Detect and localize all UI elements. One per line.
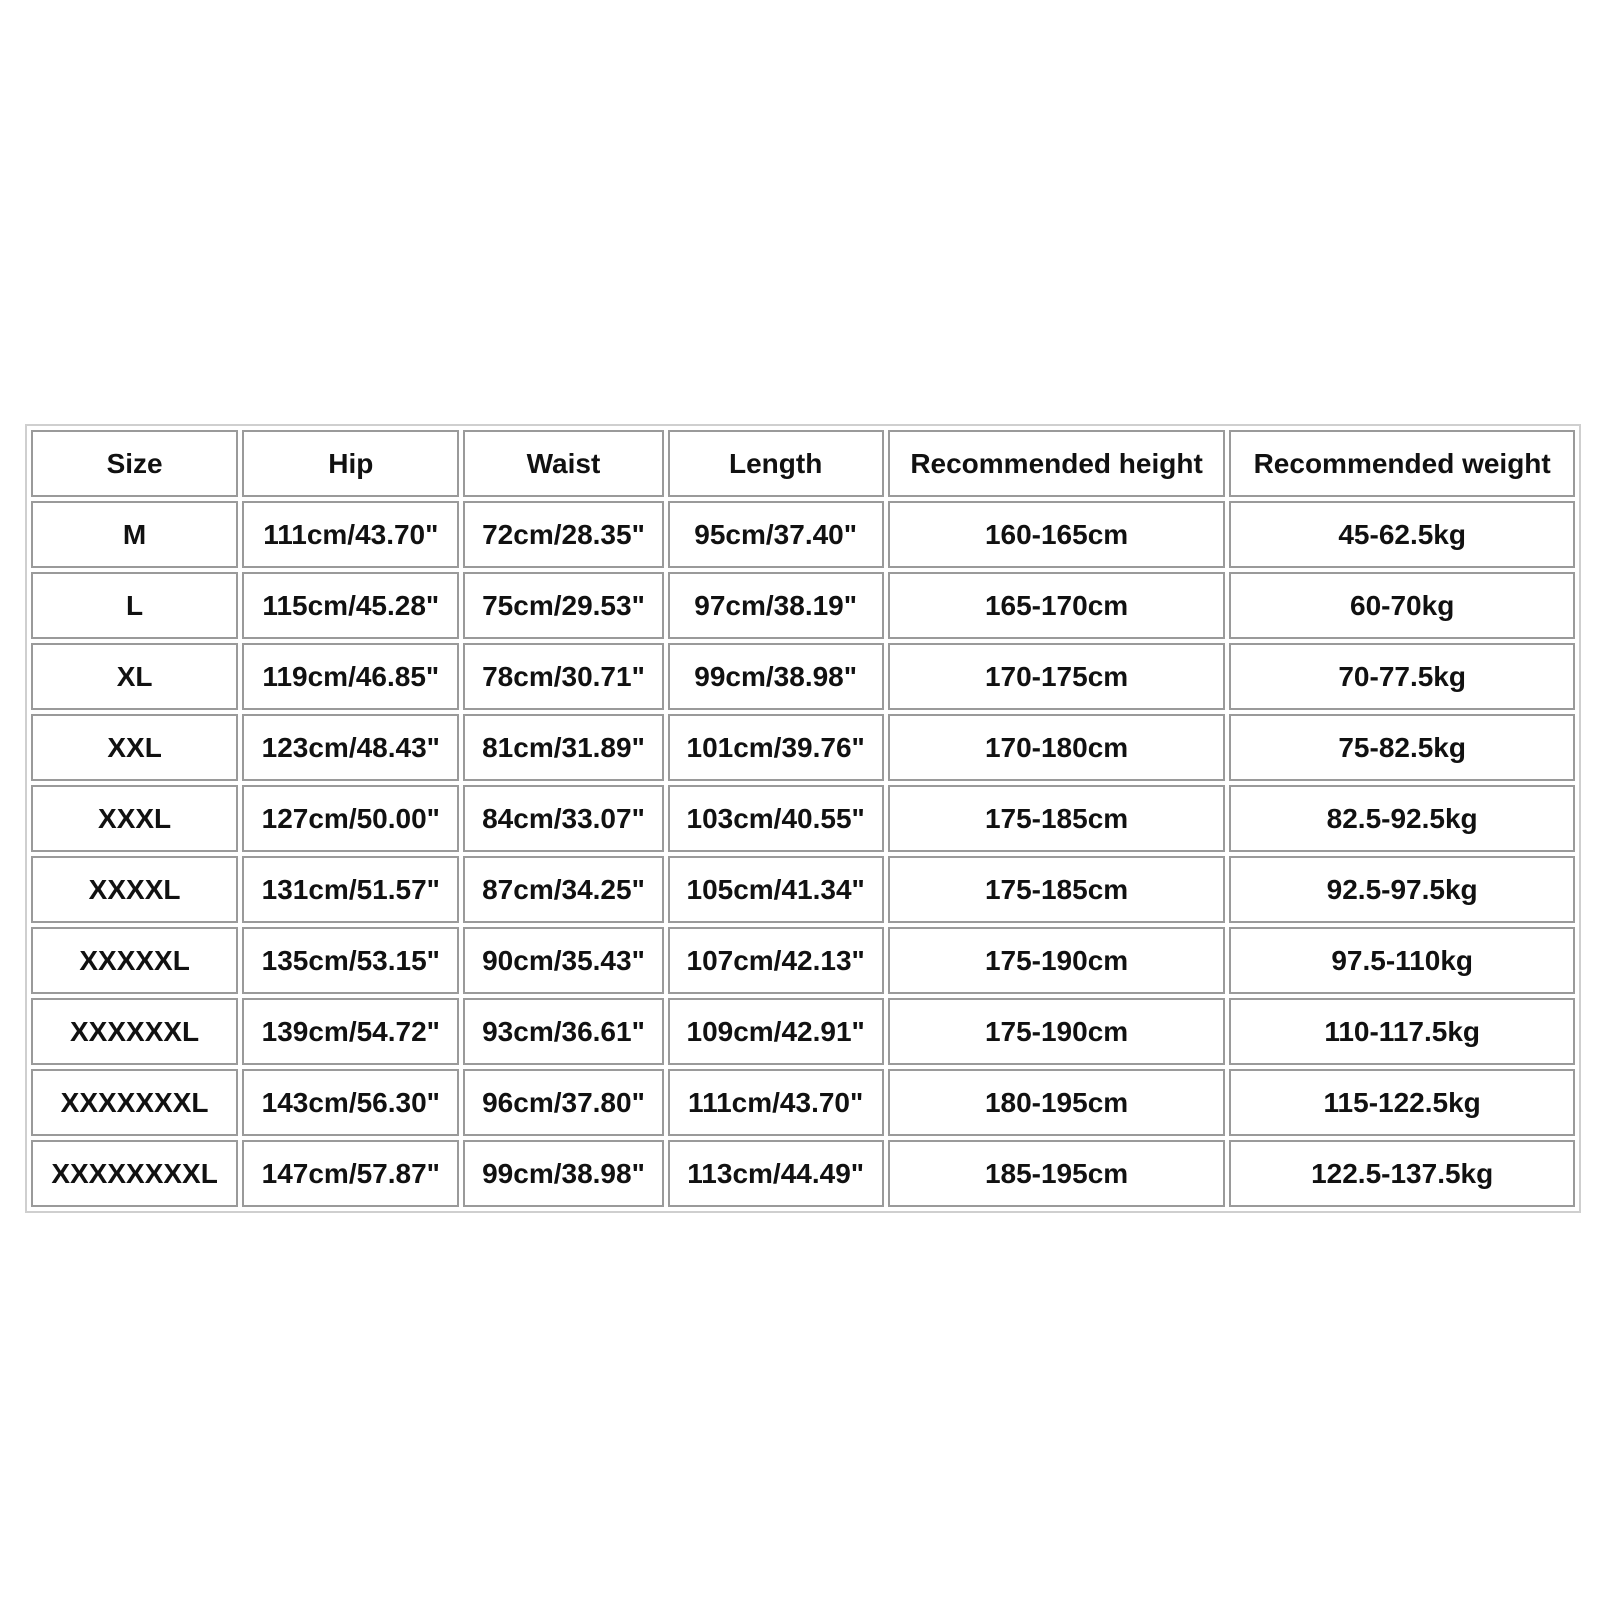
length-cell: 103cm/40.55": [668, 785, 884, 852]
hip-cell: 119cm/46.85": [242, 643, 459, 710]
height-cell: 170-175cm: [888, 643, 1226, 710]
hip-cell: 111cm/43.70": [242, 501, 459, 568]
weight-cell: 60-70kg: [1229, 572, 1575, 639]
length-cell: 107cm/42.13": [668, 927, 884, 994]
waist-cell: 78cm/30.71": [463, 643, 663, 710]
size-cell: XXXL: [31, 785, 238, 852]
size-chart-table: [25, 424, 1581, 1213]
length-cell: 101cm/39.76": [668, 714, 884, 781]
table-row: [31, 714, 1575, 781]
length-cell: 113cm/44.49": [668, 1140, 884, 1207]
weight-cell: 115-122.5kg: [1229, 1069, 1575, 1136]
header-hip: Hip: [242, 430, 459, 497]
header-row: [31, 430, 1575, 497]
length-cell: 109cm/42.91": [668, 998, 884, 1065]
table-row: [31, 998, 1575, 1065]
height-cell: 165-170cm: [888, 572, 1226, 639]
size-cell: XXXXXXXXL: [31, 1140, 238, 1207]
height-cell: 180-195cm: [888, 1069, 1226, 1136]
header-recommended-height: Recommended height: [888, 430, 1226, 497]
size-cell: XXXXXL: [31, 927, 238, 994]
size-cell: XXXXL: [31, 856, 238, 923]
height-cell: 175-190cm: [888, 927, 1226, 994]
waist-cell: 99cm/38.98": [463, 1140, 663, 1207]
size-cell: M: [31, 501, 238, 568]
weight-cell: 75-82.5kg: [1229, 714, 1575, 781]
weight-cell: 97.5-110kg: [1229, 927, 1575, 994]
waist-cell: 75cm/29.53": [463, 572, 663, 639]
length-cell: 97cm/38.19": [668, 572, 884, 639]
height-cell: 175-185cm: [888, 785, 1226, 852]
waist-cell: 90cm/35.43": [463, 927, 663, 994]
table-row: [31, 785, 1575, 852]
size-cell: XXXXXXL: [31, 998, 238, 1065]
hip-cell: 123cm/48.43": [242, 714, 459, 781]
height-cell: 175-190cm: [888, 998, 1226, 1065]
header-waist: Waist: [463, 430, 663, 497]
hip-cell: 143cm/56.30": [242, 1069, 459, 1136]
weight-cell: 70-77.5kg: [1229, 643, 1575, 710]
hip-cell: 127cm/50.00": [242, 785, 459, 852]
header-size: Size: [31, 430, 238, 497]
table-row: [31, 501, 1575, 568]
weight-cell: 92.5-97.5kg: [1229, 856, 1575, 923]
waist-cell: 93cm/36.61": [463, 998, 663, 1065]
height-cell: 185-195cm: [888, 1140, 1226, 1207]
length-cell: 105cm/41.34": [668, 856, 884, 923]
weight-cell: 82.5-92.5kg: [1229, 785, 1575, 852]
table-row: [31, 572, 1575, 639]
header-length: Length: [668, 430, 884, 497]
waist-cell: 84cm/33.07": [463, 785, 663, 852]
size-cell: XL: [31, 643, 238, 710]
hip-cell: 147cm/57.87": [242, 1140, 459, 1207]
table-row: [31, 1069, 1575, 1136]
height-cell: 175-185cm: [888, 856, 1226, 923]
header-recommended-weight: Recommended weight: [1229, 430, 1575, 497]
table-row: [31, 856, 1575, 923]
waist-cell: 87cm/34.25": [463, 856, 663, 923]
size-cell: L: [31, 572, 238, 639]
length-cell: 99cm/38.98": [668, 643, 884, 710]
waist-cell: 72cm/28.35": [463, 501, 663, 568]
table-row: [31, 643, 1575, 710]
length-cell: 95cm/37.40": [668, 501, 884, 568]
hip-cell: 131cm/51.57": [242, 856, 459, 923]
waist-cell: 81cm/31.89": [463, 714, 663, 781]
size-cell: XXL: [31, 714, 238, 781]
weight-cell: 110-117.5kg: [1229, 998, 1575, 1065]
length-cell: 111cm/43.70": [668, 1069, 884, 1136]
hip-cell: 139cm/54.72": [242, 998, 459, 1065]
weight-cell: 122.5-137.5kg: [1229, 1140, 1575, 1207]
hip-cell: 135cm/53.15": [242, 927, 459, 994]
table-row: [31, 1140, 1575, 1207]
table-row: [31, 927, 1575, 994]
weight-cell: 45-62.5kg: [1229, 501, 1575, 568]
height-cell: 170-180cm: [888, 714, 1226, 781]
waist-cell: 96cm/37.80": [463, 1069, 663, 1136]
height-cell: 160-165cm: [888, 501, 1226, 568]
hip-cell: 115cm/45.28": [242, 572, 459, 639]
size-cell: XXXXXXXL: [31, 1069, 238, 1136]
